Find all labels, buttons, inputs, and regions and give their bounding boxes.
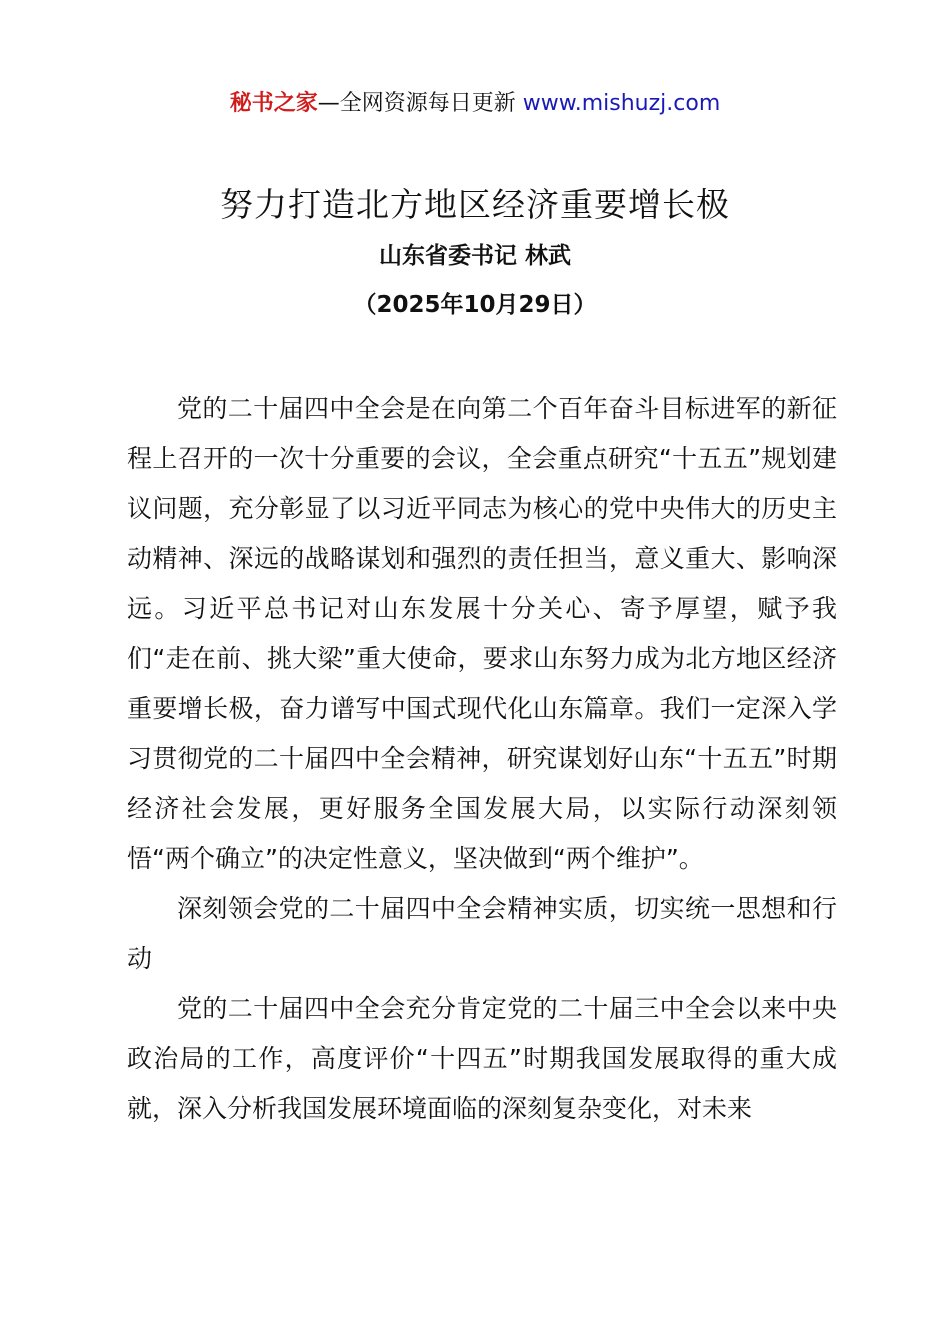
body-paragraph: 党的二十届四中全会充分肯定党的二十届三中全会以来中央政治局的工作，高度评价“十四五”时期我国发展取得的重大成就，深入分析我国发展环境面临的深刻复杂变化，对未来 (127, 994, 837, 1123)
document-date: （2025年10月29日） (353, 292, 597, 318)
site-header (0, 88, 950, 120)
document-title: 努力打造北方地区经济重要增长极 (220, 185, 730, 224)
site-url-link[interactable]: www.mishuzj.com (522, 91, 721, 116)
body-paragraph: 党的二十届四中全会是在向第二个百年奋斗目标进军的新征程上召开的一次十分重要的会议，全会重点研究“十五五”规划建议问题，充分彰显了以习近平同志为核心的党中央伟大的历史主动精神、深远的战略谋划和强烈的责任担当，意义重大、影响深远。习近平总书记对山东发展十分关心、寄予厚望，赋予我们“走在前、挑大梁”重大使命，要求山东努力成为北方地区经济重要增长极，奋力谱写中国式现代化山东篇章。我们一定深入学习贯彻党的二十届四中全会精神，研究谋划好山东“十五五”时期经济社会发展，更好服务全国发展大局，以实际行动深刻领悟“两个确立”的决定性意义，坚决做到“两个维护”。 (127, 394, 837, 873)
site-brand: 秘书之家 (229, 91, 318, 116)
section-heading: 深刻领会党的二十届四中全会精神实质，切实统一思想和行动 (127, 894, 837, 973)
document-author: 山东省委书记 林武 (378, 243, 571, 269)
document-body (127, 384, 837, 1134)
site-tagline: —全网资源每日更新 (317, 91, 523, 116)
